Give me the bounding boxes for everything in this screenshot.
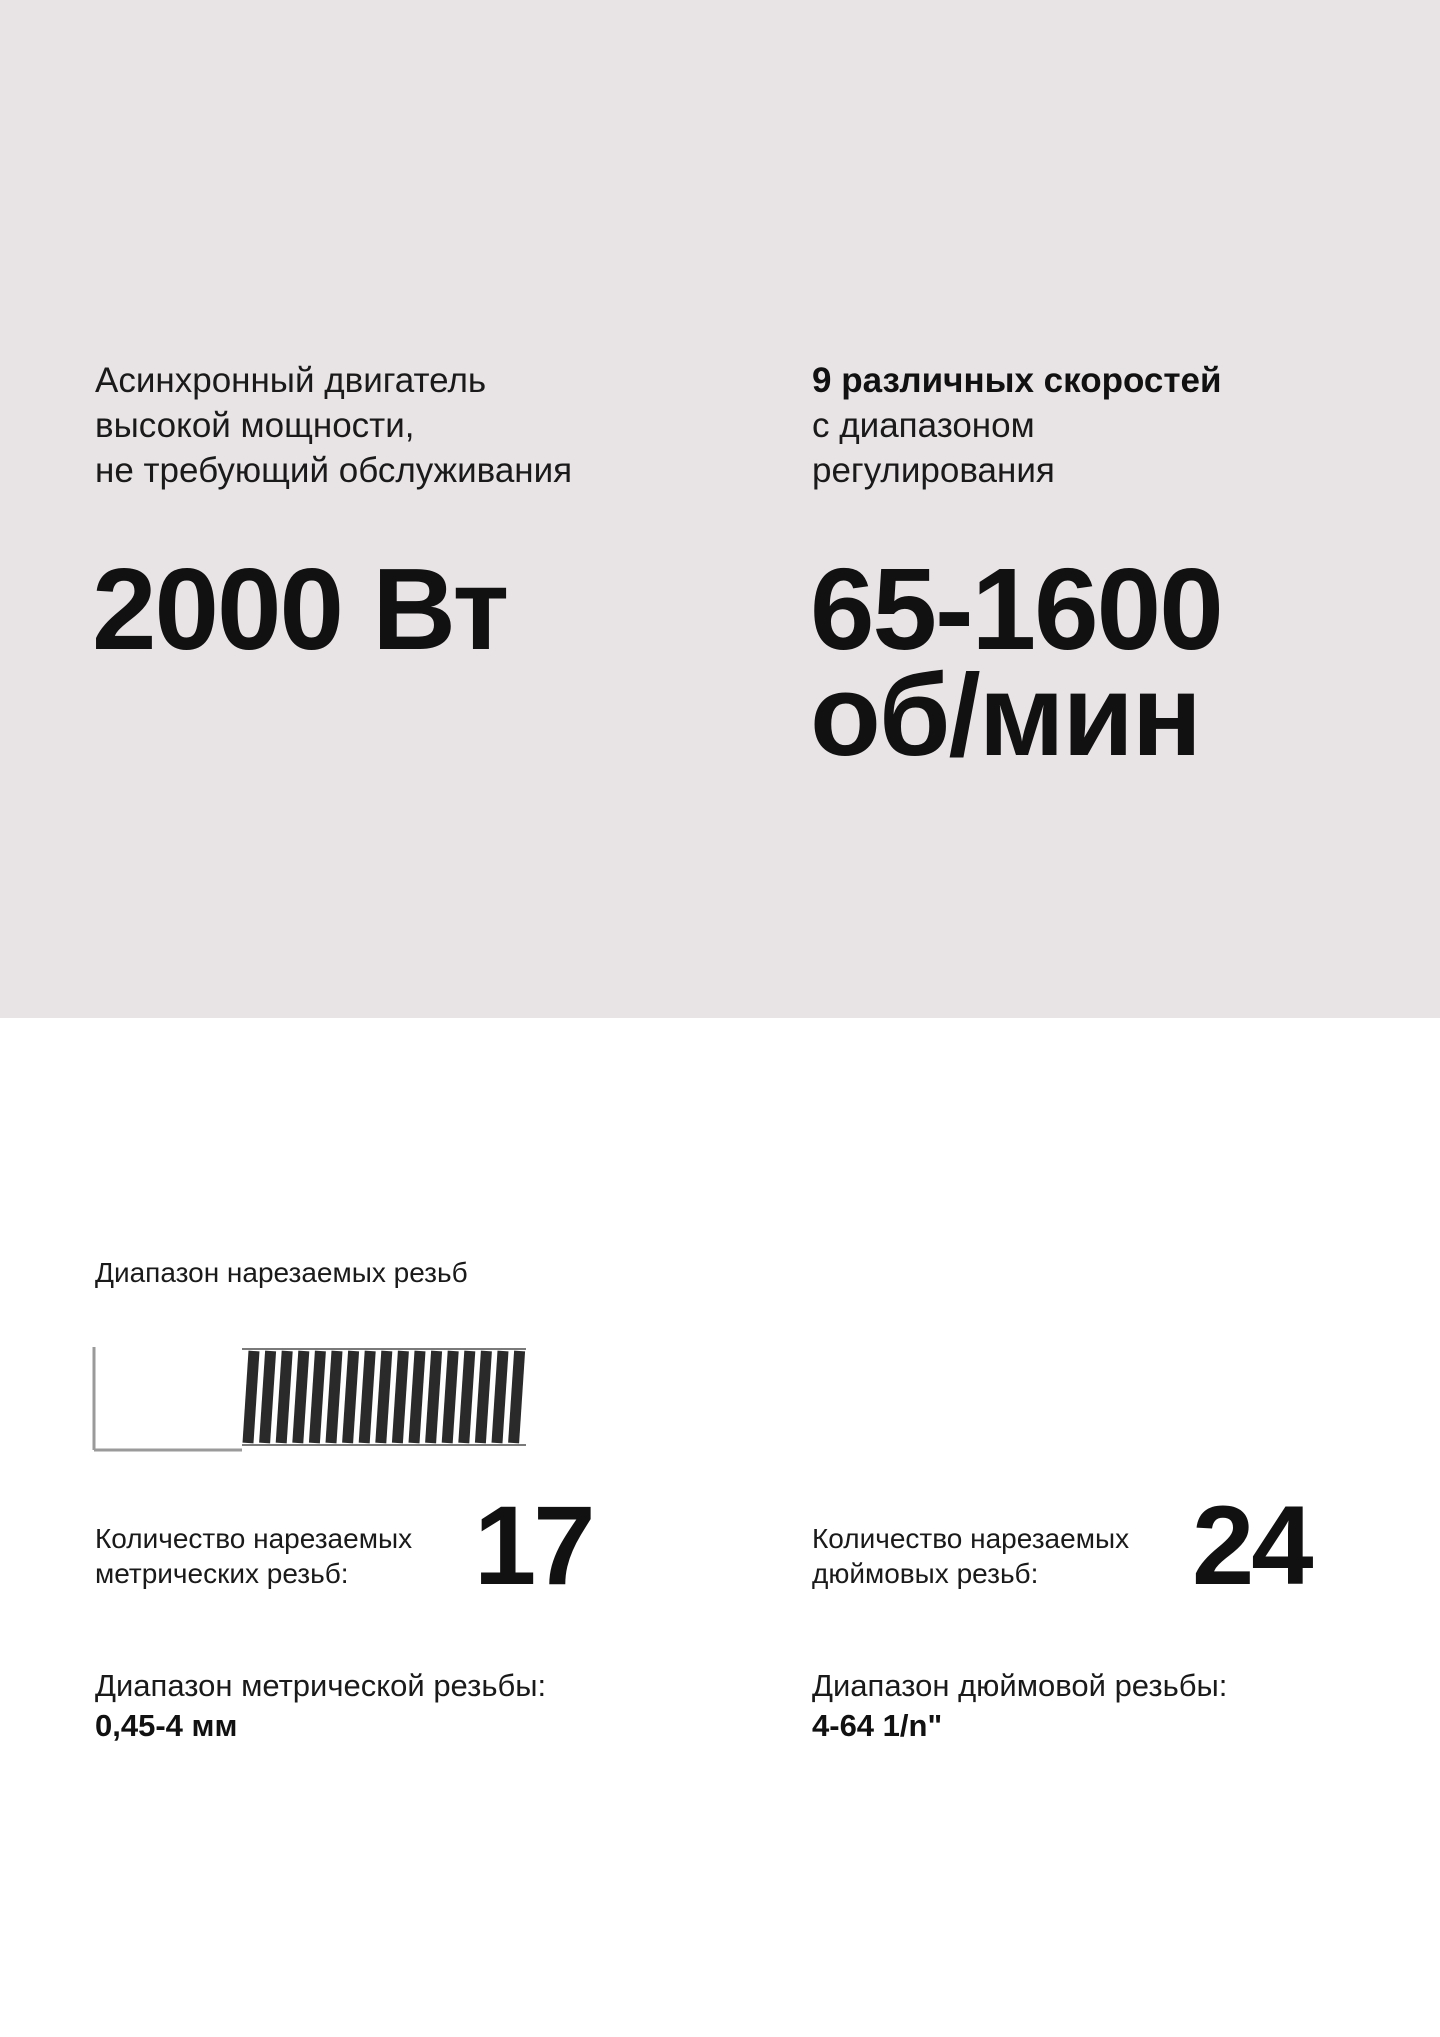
speeds-description-line-2: регулирования <box>812 451 1055 490</box>
power-value: 2000 Вт <box>92 544 508 674</box>
motor-description-line-3: не требующий обслуживания <box>95 451 573 490</box>
speeds-count-label: 9 различных скоростей <box>812 361 1222 400</box>
speeds-description-line-1: с диапазоном <box>812 406 1035 445</box>
top-section <box>0 0 1440 1018</box>
motor-description-line-1: Асинхронный двигатель <box>95 361 487 400</box>
speed-range-line-2: об/мин <box>810 650 1200 780</box>
metric-count-label-line-2: метрических резьб: <box>95 1558 349 1589</box>
inch-range <box>812 1666 1227 1746</box>
inch-count-label <box>812 1521 1129 1591</box>
threaded-rod-icon <box>92 1343 532 1458</box>
inch-range-value: 4-64 1/n" <box>812 1708 943 1743</box>
metric-range-value: 0,45-4 мм <box>95 1708 238 1743</box>
speed-range-line-1: 65-1600 <box>810 544 1222 674</box>
inch-count-label-line-1: Количество нарезаемых <box>812 1523 1130 1554</box>
speed-range-value <box>810 544 1222 780</box>
metric-count-label <box>95 1521 412 1591</box>
metric-count-label-line-1: Количество нарезаемых <box>95 1523 413 1554</box>
motor-description-line-2: высокой мощности, <box>95 406 415 445</box>
metric-count-value: 17 <box>474 1483 593 1608</box>
threads-section-label: Диапазон нарезаемых резьб <box>95 1257 468 1288</box>
metric-range <box>95 1666 546 1746</box>
inch-range-label: Диапазон дюймовой резьбы: <box>812 1668 1228 1703</box>
inch-count-value: 24 <box>1192 1483 1311 1608</box>
metric-range-label: Диапазон метрической резьбы: <box>95 1668 547 1703</box>
motor-description <box>95 358 572 493</box>
inch-count-label-line-2: дюймовых резьб: <box>812 1558 1039 1589</box>
speeds-description <box>812 358 1221 493</box>
